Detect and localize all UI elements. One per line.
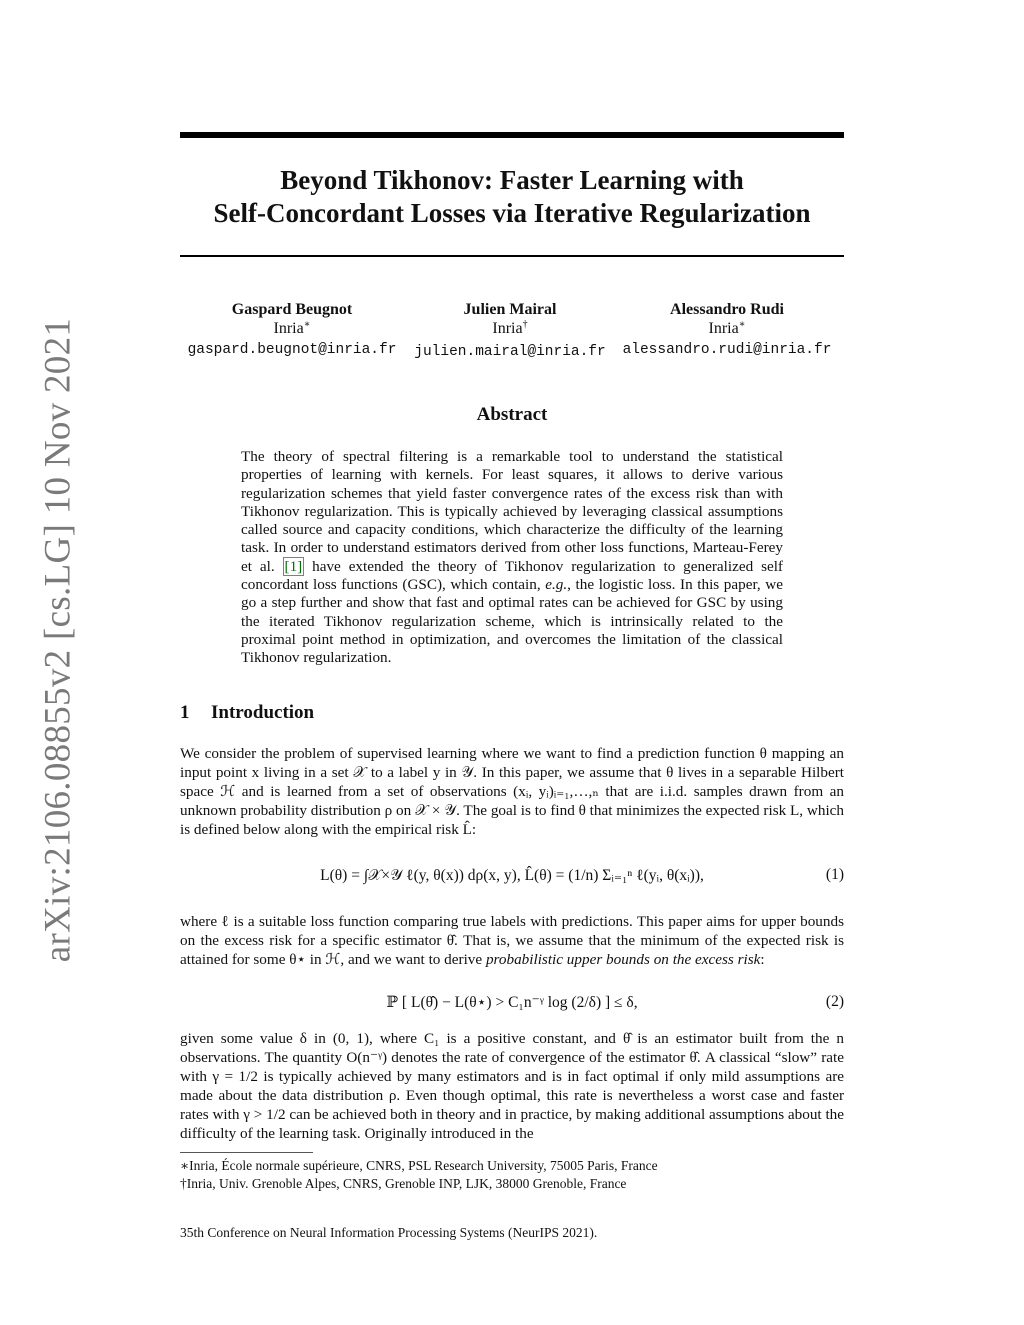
author-affiliation: Inria† bbox=[492, 319, 528, 337]
author-email[interactable]: alessandro.rudi@inria.fr bbox=[622, 342, 832, 358]
author-3 bbox=[612, 300, 842, 360]
title-line-2: Self-Concordant Losses via Iterative Regularization bbox=[213, 198, 811, 228]
abstract-heading: Abstract bbox=[476, 404, 548, 425]
author-2 bbox=[395, 300, 625, 362]
conference-note: 35th Conference on Neural Information Processing Systems (NeurIPS 2021). bbox=[180, 1225, 598, 1240]
section-title: Introduction bbox=[211, 702, 315, 723]
author-email[interactable]: gaspard.beugnot@inria.fr bbox=[187, 342, 397, 358]
title-top-rule bbox=[180, 132, 844, 138]
title-line-1: Beyond Tikhonov: Faster Learning with bbox=[280, 165, 744, 195]
abstract-body: The theory of spectral filtering is a remarkable tool to understand the statistical properties of learning with kernels. For least squares, it allows to derive various regularization schemes that yield faster convergence rates of the excess risk than with Tikhonov regularization. This is typically achieved by leveraging classical assumptions called source and capacity conditions, which characterize the difficulty of the learning task. In order to understand estimators derived from other loss functions, Marteau-Ferey et al. [1] have extended the theory of Tikhonov regularization to generalized self concordant loss functions (GSC), which contain, e.g., the logistic loss. In this paper, we go a step further and show that fast and optimal rates can be achieved for GSC by using the iterated Tikhonov regularization scheme, which is intrinsically related to the proximal point method in optimization, and overcomes the limitation of the classical Tikhonov regularization. bbox=[241, 448, 784, 667]
author-affiliation: Inria∗ bbox=[273, 319, 311, 337]
author-name: Julien Mairal bbox=[463, 301, 557, 318]
footnote-2: †Inria, Univ. Grenoble Alpes, CNRS, Grenoble INP, LJK, 38000 Grenoble, France bbox=[180, 1176, 627, 1191]
intro-paragraph-2: where ℓ is a suitable loss function comparing true labels with predictions. This paper aims for upper bounds on the excess risk for a specific estimator θ̂. That is, we assume that the minimum of the expected risk is attained for some θ⋆ in ℋ, and we want to derive probabilistic upper bounds on the excess risk: bbox=[180, 913, 844, 968]
intro-paragraph-1: We consider the problem of supervised learning where we want to find a prediction function θ mapping an input point x living in a set 𝒳 to a label y in 𝒴. In this paper, we assume that θ lives in a separable Hilbert space ℋ and is learned from a set of observations (xᵢ, yᵢ)ᵢ₌₁,…,ₙ that are i.i.d. samples drawn from an unknown probability distribution ρ on 𝒳 × 𝒴. The goal is to find θ that minimizes the expected risk L, which is defined below along with the empirical risk L̂: bbox=[180, 745, 844, 838]
affiliation-mark: † bbox=[522, 319, 528, 330]
equation-2 bbox=[180, 993, 844, 1017]
equation-1 bbox=[180, 866, 844, 890]
paper-title bbox=[180, 164, 844, 230]
footnote-rule bbox=[180, 1152, 313, 1153]
arxiv-stamp: arXiv:2106.08855v2 [cs.LG] 10 Nov 2021 bbox=[37, 317, 79, 963]
citation-link[interactable]: [1] bbox=[284, 557, 303, 575]
equation-1-body: L(θ) = ∫𝒳×𝒴 ℓ(y, θ(x)) dρ(x, y), L̂(θ) = (1/n) Σᵢ₌₁ⁿ ℓ(yᵢ, θ(xᵢ)), bbox=[320, 867, 704, 884]
affiliation-mark: ∗ bbox=[738, 319, 746, 330]
equation-2-body: ℙ [ L(θ̂) − L(θ⋆) > C₁n⁻ᵞ log (2/δ) ] ≤ δ, bbox=[386, 994, 638, 1011]
author-email[interactable]: julien.mairal@inria.fr bbox=[414, 344, 606, 360]
author-affiliation: Inria∗ bbox=[708, 319, 746, 337]
section-heading bbox=[180, 702, 314, 724]
affiliation-mark: ∗ bbox=[303, 319, 311, 330]
footnote-1: ∗Inria, École normale supérieure, CNRS, PSL Research University, 75005 Paris, France bbox=[180, 1158, 658, 1173]
author-name: Alessandro Rudi bbox=[670, 301, 784, 318]
equation-2-number: (2) bbox=[825, 993, 844, 1010]
footnotes bbox=[180, 1157, 844, 1193]
author-1 bbox=[177, 300, 407, 360]
author-name: Gaspard Beugnot bbox=[231, 301, 353, 318]
section-number: 1 bbox=[180, 702, 190, 723]
intro-paragraph-3: given some value δ in (0, 1), where C₁ is a positive constant, and θ̂ is an estimator built from the n observations. The quantity O(n⁻ᵞ) denotes the rate of convergence of the estimator θ̂. A classical “slow” rate with γ = 1/2 is typically achieved by many estimators and is in fact optimal if only mild assumptions are made about the data distribution ρ. Even though optimal, this rate is nevertheless a worst case and faster rates with γ > 1/2 can be achieved both in theory and in practice, by making additional assumptions about the difficulty of the learning task. Originally introduced in the bbox=[180, 1030, 844, 1142]
title-bottom-rule bbox=[180, 255, 844, 257]
equation-1-number: (1) bbox=[825, 866, 844, 883]
